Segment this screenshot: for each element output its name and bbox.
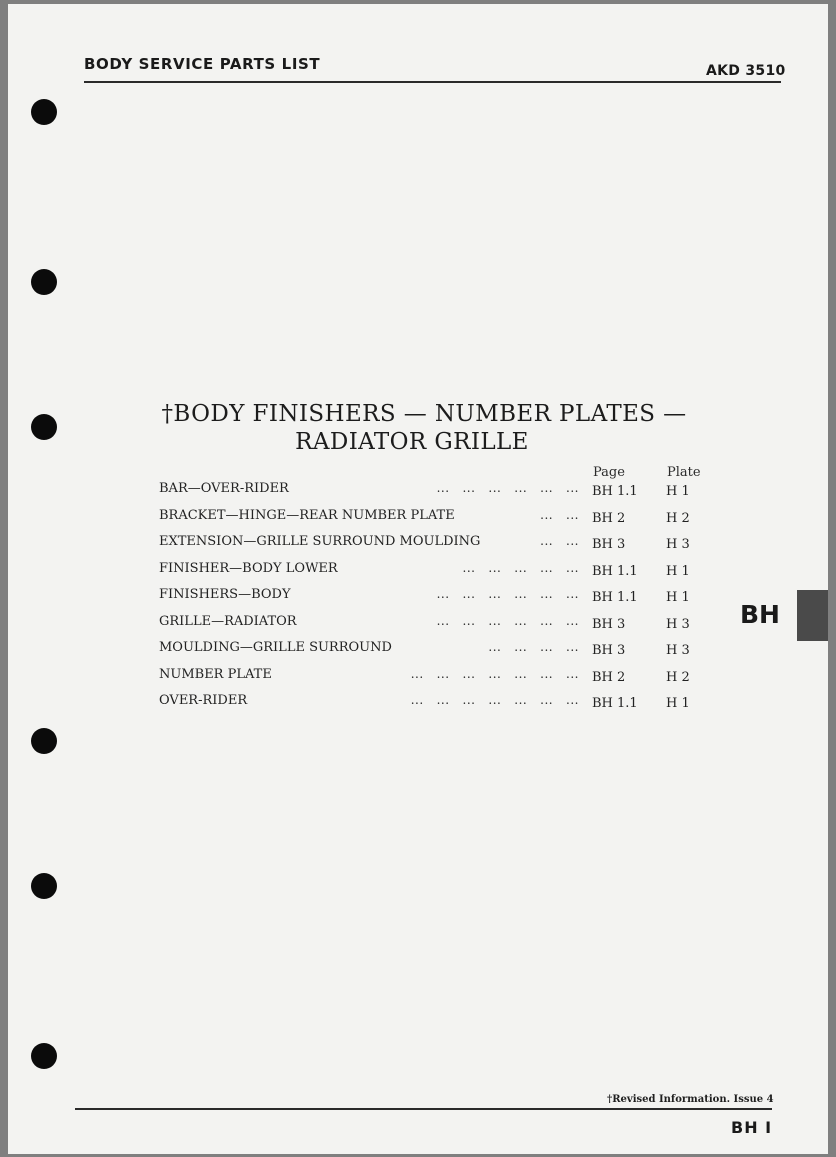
list-item bbox=[159, 561, 719, 588]
list-item bbox=[159, 481, 719, 508]
part-name: FINISHER—BODY LOWER bbox=[159, 560, 338, 576]
document-header-title: BODY SERVICE PARTS LIST bbox=[84, 55, 321, 73]
plate-ref: H 2 bbox=[666, 510, 690, 526]
part-name: MOULDING—GRILLE SURROUND bbox=[159, 640, 392, 655]
dot-leaders: ... ... bbox=[540, 507, 579, 522]
punch-hole bbox=[31, 269, 57, 295]
punch-hole bbox=[31, 873, 57, 899]
page-ref: BH 1.1 bbox=[592, 696, 638, 711]
list-item bbox=[159, 640, 719, 667]
page-ref: BH 3 bbox=[592, 616, 626, 632]
list-item bbox=[159, 667, 719, 694]
plate-ref: H 1 bbox=[666, 484, 690, 499]
dot-leaders: ... ... ... ... ... ... ... bbox=[410, 693, 579, 707]
list-item bbox=[159, 614, 719, 641]
list-item bbox=[159, 534, 719, 561]
list-item bbox=[159, 693, 719, 720]
part-name: NUMBER PLATE bbox=[159, 666, 272, 682]
section-title-line2: RADIATOR GRILLE bbox=[295, 429, 529, 455]
page-ref: BH 1.1 bbox=[592, 590, 638, 605]
plate-ref: H 1 bbox=[666, 590, 690, 605]
part-name: OVER-RIDER bbox=[159, 693, 248, 708]
column-header-page: Page bbox=[593, 465, 625, 480]
dot-leaders: ... ... ... ... ... ... ... bbox=[410, 666, 579, 681]
plate-ref: H 1 bbox=[666, 696, 690, 711]
section-tab-marker bbox=[797, 590, 828, 641]
part-name: GRILLE—RADIATOR bbox=[159, 613, 297, 629]
dot-leaders: ... ... bbox=[540, 534, 579, 548]
dot-leaders: ... ... ... ... ... bbox=[462, 560, 579, 575]
plate-ref: H 3 bbox=[666, 537, 690, 552]
plate-ref: H 2 bbox=[666, 669, 690, 685]
column-header-plate: Plate bbox=[667, 465, 701, 480]
page-ref: BH 1.1 bbox=[592, 563, 638, 579]
part-name: EXTENSION—GRILLE SURROUND MOULDING bbox=[159, 534, 481, 549]
dot-leaders: ... ... ... ... bbox=[488, 640, 579, 654]
part-name: BAR—OVER-RIDER bbox=[159, 481, 289, 496]
section-title-line1: †BODY FINISHERS — NUMBER PLATES — bbox=[161, 401, 687, 427]
page-ref: BH 2 bbox=[592, 510, 626, 526]
punch-hole bbox=[31, 1043, 57, 1069]
list-item bbox=[159, 587, 719, 614]
revision-note: †Revised Information. Issue 4 bbox=[607, 1094, 774, 1105]
part-name: FINISHERS—BODY bbox=[159, 587, 291, 602]
punch-hole bbox=[31, 414, 57, 440]
dot-leaders: ... ... ... ... ... ... bbox=[436, 613, 579, 628]
plate-ref: H 1 bbox=[666, 563, 690, 579]
page-ref: BH 3 bbox=[592, 643, 626, 658]
punch-hole bbox=[31, 728, 57, 754]
section-tab-label: BH bbox=[740, 600, 780, 629]
part-name: BRACKET—HINGE—REAR NUMBER PLATE bbox=[159, 507, 455, 523]
punch-hole bbox=[31, 99, 57, 125]
footer-rule bbox=[75, 1108, 772, 1110]
list-item bbox=[159, 508, 719, 535]
plate-ref: H 3 bbox=[666, 616, 690, 632]
page-code: BH I bbox=[731, 1118, 773, 1137]
dot-leaders: ... ... ... ... ... ... bbox=[436, 481, 579, 495]
plate-ref: H 3 bbox=[666, 643, 690, 658]
header-rule bbox=[84, 81, 781, 83]
page-ref: BH 2 bbox=[592, 669, 626, 685]
parts-index-list bbox=[159, 481, 719, 720]
page-ref: BH 1.1 bbox=[592, 484, 638, 499]
document-code: AKD 3510 bbox=[706, 63, 786, 79]
dot-leaders: ... ... ... ... ... ... bbox=[436, 587, 579, 601]
page-ref: BH 3 bbox=[592, 537, 626, 552]
section-title bbox=[150, 400, 710, 456]
